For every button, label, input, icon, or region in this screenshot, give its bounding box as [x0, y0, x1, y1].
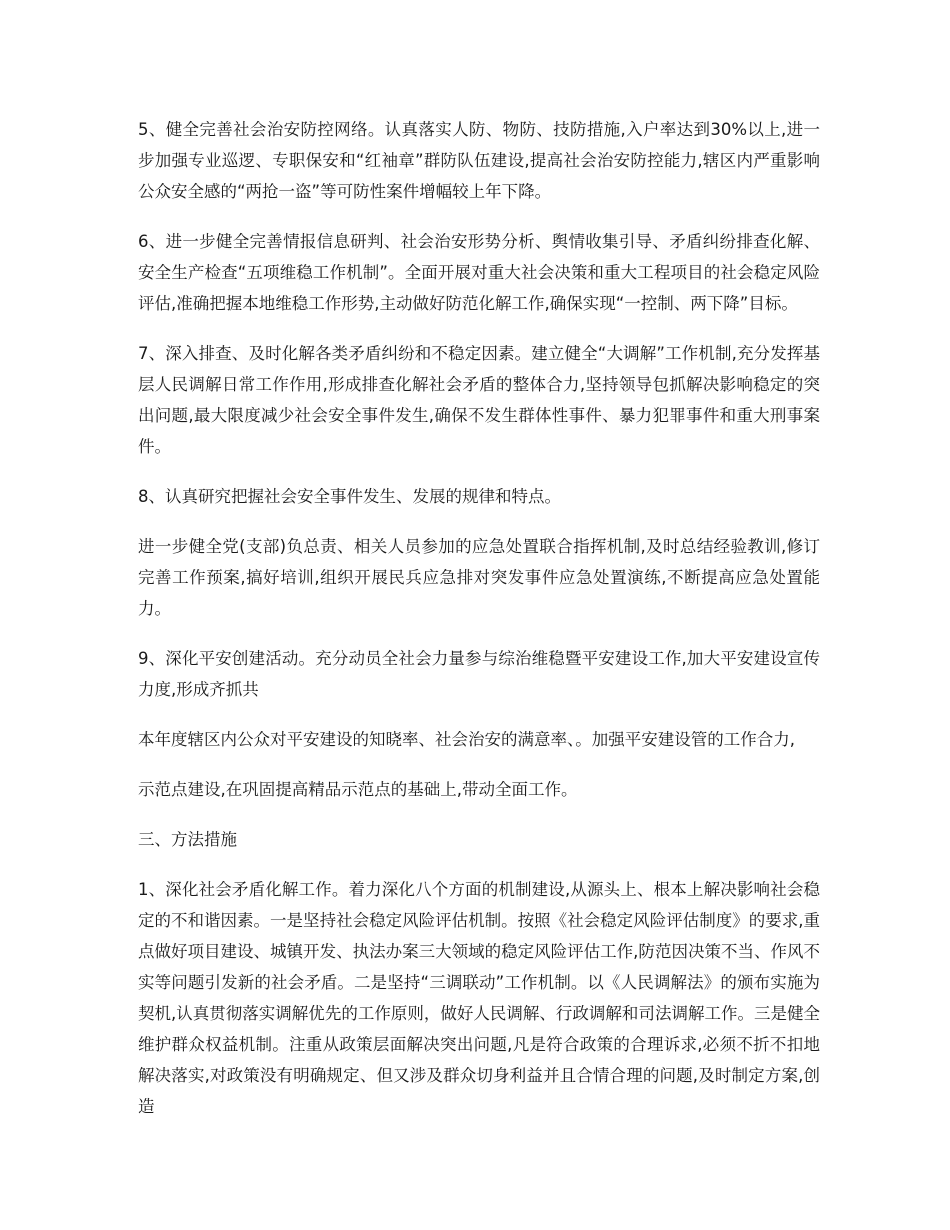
paragraph-demonstration-sites: 示范点建设,在巩固提高精品示范点的基础上,带动全面工作。 — [138, 780, 578, 799]
paragraph-awareness-rate: 本年度辖区内公众对平安建设的知晓率、社会治安的满意率、。加强平安建设管的工作合力, — [138, 730, 795, 749]
paragraph-item-5: 5、健全完善社会治安防控网络。认真落实人防、物防、技防措施,入户率达到30%以上,进一步加强专业巡逻、专职保安和“红袖章”群防队伍建设,提高社会治安防控能力,辖区内严重影响公众安全感的“两抢一盗”等可防性案件增幅较上年下降。 — [138, 120, 820, 201]
section-heading: 三、方法措施 — [138, 830, 237, 849]
paragraph-item-8: 8、认真研究把握社会安全事件发生、发展的规律和特点。 — [138, 487, 561, 506]
paragraph-emergency-mechanism: 进一步健全党(支部)负总责、相关人员参加的应急处置联合指挥机制,及时总结经验教训,修订完善工作预案,搞好培训,组织开展民兵应急排对突发事件应急处置演练,不断提高应急处置能力。 — [138, 537, 820, 618]
paragraph-method-1: 1、深化社会矛盾化解工作。着力深化八个方面的机制建设,从源头上、根本上解决影响社会稳定的不和谐因素。一是坚持社会稳定风险评估机制。按照《社会稳定风险评估制度》的要求,重点做好项目建设、城镇开发、执法办案三大领域的稳定风险评估工作,防范因决策不当、作风不实等问题引发新的社会矛盾。二是坚持“三调联动”工作机制。以《人民调解法》的颁布实施为契机,认真贯彻落实调解优先的工作原则，做好人民调解、行政调解和司法调解工作。三是健全维护群众权益机制。注重从政策层面解决突出问题,凡是符合政策的合理诉求,必须不折不扣地解决落实,对政策没有明确规定、但又涉及群众切身利益并且合情合理的问题,及时制定方案,创造 — [138, 880, 820, 1116]
paragraph-item-9: 9、深化平安创建活动。充分动员全社会力量参与综治维稳暨平安建设工作,加大平安建设宣传力度,形成齐抓共 — [138, 649, 820, 699]
paragraph-item-7: 7、深入排查、及时化解各类矛盾纠纷和不稳定因素。建立健全“大调解”工作机制,充分发挥基层人民调解日常工作作用,形成排查化解社会矛盾的整体合力,坚持领导包抓解决影响稳定的突出问题,最大限度减少社会安全事件发生,确保不发生群体性事件、暴力犯罪事件和重大刑事案件。 — [138, 344, 820, 456]
document-body — [138, 114, 820, 1141]
paragraph-item-6: 6、进一步健全完善情报信息研判、社会治安形势分析、舆情收集引导、矛盾纠纷排查化解、安全生产检查“五项维稳工作机制”。全面开展对重大社会决策和重大工程项目的社会稳定风险评估,准确把握本地维稳工作形势,主动做好防范化解工作,确保实现“一控制、两下降”目标。 — [138, 232, 820, 313]
